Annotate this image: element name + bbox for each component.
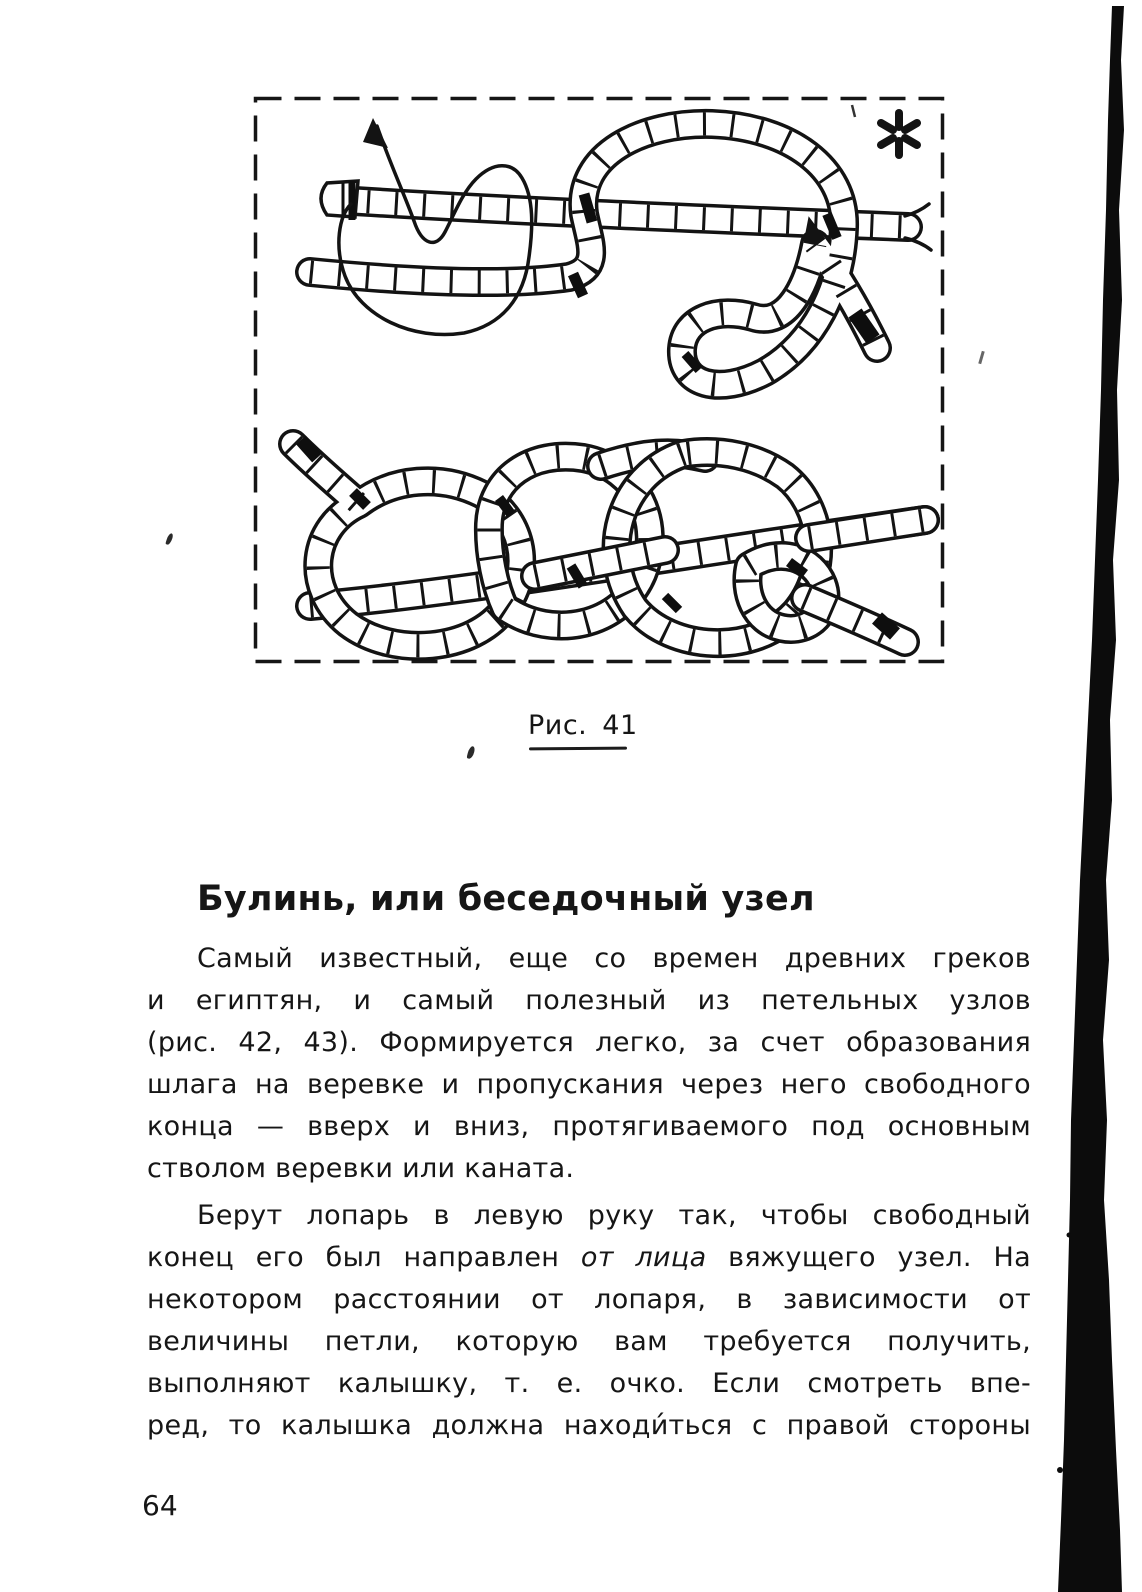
text-segment: конец его был направлен [147, 1242, 581, 1273]
text-segment-italic: от лица [580, 1242, 707, 1273]
text-line: величины петли, которую вам требуется получить, [147, 1326, 1031, 1357]
text-line: стволом веревки или каната. [147, 1153, 575, 1184]
scan-speck [165, 533, 173, 546]
text-line: (рис. 42, 43). Формируется легко, за счет образования [147, 1027, 1031, 1058]
text-line: некотором расстоянии от лопаря, в зависимости от [147, 1284, 1031, 1315]
text-line: конца — вверх и вниз, протягиваемого под основным [147, 1111, 1031, 1142]
figure-caption-number: 41 [602, 710, 638, 741]
text-segment: вяжущего узел. На [706, 1242, 1031, 1273]
thin-cord [339, 126, 532, 334]
section-heading: Булинь, или беседочный узел [197, 879, 815, 920]
page-number: 64 [142, 1489, 178, 1522]
text-line: ред, то калышка должна находи́ться с правой стороны [147, 1410, 1031, 1441]
paragraph-1 [147, 938, 1031, 1190]
knot-illustration-bottom [293, 440, 925, 646]
scan-speck [467, 745, 476, 759]
paragraph-2 [147, 1195, 1031, 1447]
figure-caption-label: Рис. [528, 710, 588, 741]
scan-speck [852, 105, 855, 117]
knot-illustration-top [310, 118, 931, 385]
figure-box [253, 96, 945, 664]
asterisk-mark [881, 113, 917, 155]
scan-speck [978, 351, 984, 364]
caption-underline [529, 747, 627, 751]
arrow-head [363, 118, 388, 148]
text-line: шлага на веревке и пропускания через него свободного [147, 1069, 1031, 1100]
whipped-rope-end [321, 181, 358, 220]
figure-caption [528, 705, 638, 747]
text-line: выполняют калышку, т. е. очко. Если смотреть впе- [147, 1368, 1031, 1399]
text-line: Самый известный, еще со времен древних греков [197, 943, 1031, 974]
text-line: и египтян, и самый полезный из петельных узлов [147, 985, 1031, 1016]
text-line: Берут лопарь в левую руку так, чтобы свободный [197, 1200, 1031, 1231]
text-line [147, 1237, 1031, 1279]
